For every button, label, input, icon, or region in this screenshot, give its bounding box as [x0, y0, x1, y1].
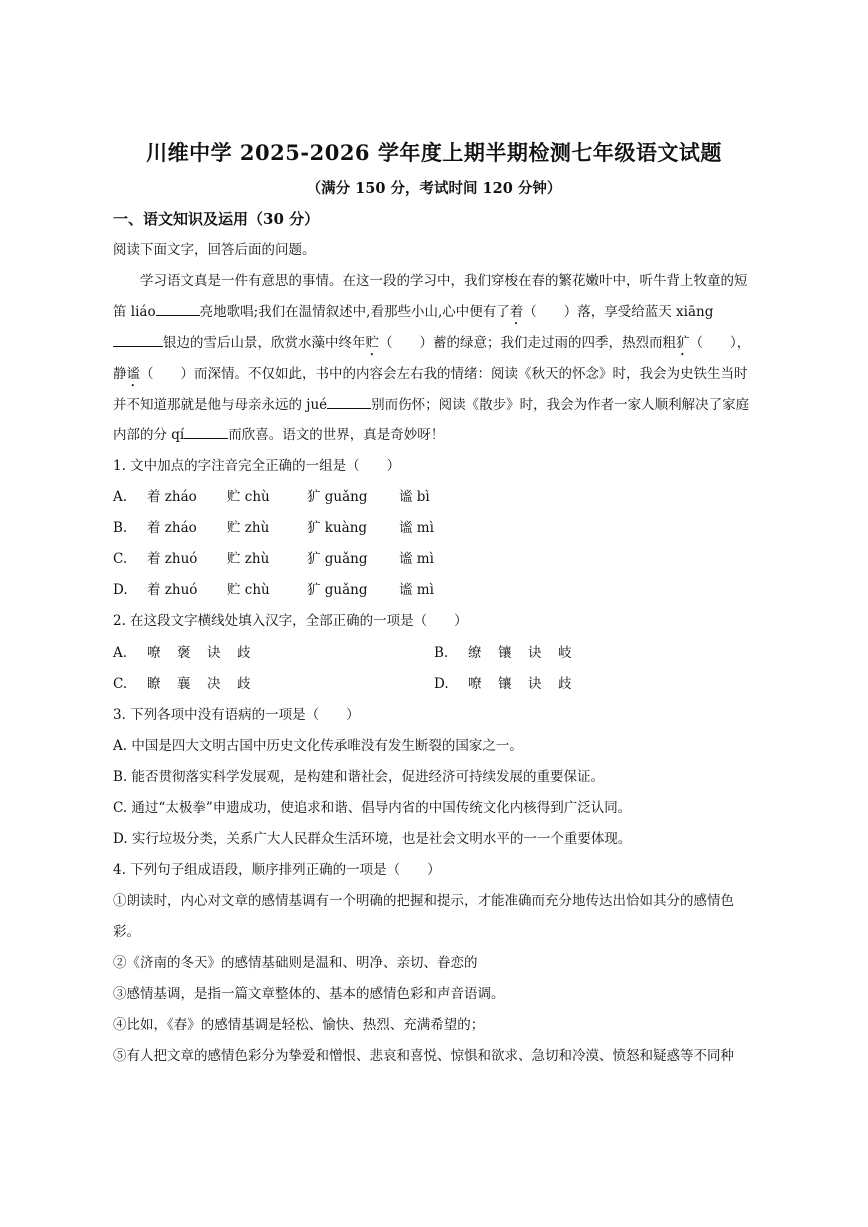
- option-label: B.: [434, 645, 449, 661]
- q4-sentence-3: ③感情基调，是指一篇文章整体的、基本的感情色彩和声音语调。: [113, 986, 505, 1002]
- q2-option-d[interactable]: [434, 675, 588, 693]
- q4-sentence-5: ⑤有人把文章的感情色彩分为挚爱和憎恨、悲哀和喜悦、惊惧和欲求、急切和冷漠、愤怒和疑惑等不同种: [113, 1048, 734, 1064]
- passage-text: 银边的雪后山景，欣赏水藻中终年: [163, 334, 366, 351]
- passage-text: 学习语文真是一件有意思的事情。在这一段的学习中，我们穿梭在春的繁花嫩叶中，听牛背上牧童的短笛 liáo: [113, 273, 748, 320]
- q2-stem: 2. 在这段文字横线处填入汉字，全部正确的一项是（ ）: [113, 613, 468, 629]
- option-char: 歧: [558, 676, 572, 692]
- q1-stem: 1. 文中加点的字注音完全正确的一组是（ ）: [113, 458, 401, 474]
- option-part: 着 zhuó: [147, 551, 198, 567]
- q3-option-a[interactable]: A. 中国是四大文明古国中历史文化传承唯没有发生断裂的国家之一。: [113, 738, 523, 754]
- passage-text: （ ）蓄的绿意；我们走过雨的四季，热烈而粗: [379, 334, 676, 351]
- dotted-char: 谧: [126, 365, 140, 382]
- blank-line: [113, 334, 163, 347]
- option-part: 着 zháo: [147, 489, 197, 505]
- option-char: 瞭: [147, 676, 161, 692]
- option-char: 岐: [558, 645, 572, 661]
- option-part: 犷 guǎng: [307, 489, 368, 505]
- dotted-char: 贮: [365, 334, 379, 351]
- option-part: 谧 mì: [399, 551, 434, 567]
- option-char: 歧: [237, 676, 251, 692]
- exam-title: 川维中学 2025-2026 学年度上期半期检测七年级语文试题: [146, 140, 722, 165]
- blank-line: [184, 426, 228, 439]
- dotted-char: 着: [509, 303, 524, 320]
- option-char: 襄: [177, 676, 191, 692]
- option-label: B.: [113, 520, 128, 536]
- q3-stem: 3. 下列各项中没有语病的一项是（ ）: [113, 707, 360, 723]
- option-label: C.: [113, 551, 128, 567]
- q1-option-b[interactable]: [113, 519, 434, 537]
- option-label: C.: [113, 676, 128, 692]
- option-char: 诀: [207, 645, 221, 661]
- exam-subtitle: （满分 150 分，考试时间 120 分钟）: [306, 180, 562, 197]
- passage-text: 别而伤怀；阅读《散步》时，我会为作者一家人顺利解决了家庭内部的分 qí: [113, 396, 750, 444]
- q3-option-b[interactable]: B. 能否贯彻落实科学发展观，是构建和谐社会，促进经济可持续发展的重要保证。: [113, 769, 605, 785]
- option-label: A.: [113, 489, 128, 505]
- q1-option-c[interactable]: [113, 550, 434, 568]
- option-part: 贮 chù: [227, 582, 270, 598]
- option-char: 诀: [528, 645, 542, 661]
- passage-text: 亮地歌唱;我们在温情叙述中,看那些小山,心中便有了: [199, 303, 510, 320]
- blank-line: [156, 303, 200, 316]
- dotted-char: 犷: [676, 334, 690, 351]
- option-part: 贮 zhù: [227, 520, 270, 536]
- q4-sentence-2: ②《济南的冬天》的感情基础则是温和、明净、亲切、眷恋的: [113, 955, 478, 971]
- option-part: 犷 kuàng: [307, 520, 368, 536]
- option-char: 嘹: [468, 676, 482, 692]
- option-part: 谧 bì: [399, 489, 430, 505]
- option-char: 镶: [498, 645, 512, 661]
- reading-passage: [113, 266, 758, 451]
- q2-option-a[interactable]: [113, 644, 267, 662]
- option-part: 着 zhuó: [147, 582, 198, 598]
- q4-sentence-1-cont: 彩。: [113, 924, 140, 940]
- passage-text: （ ）而深情。不仅如此，书中的内容会左右我的情绪：阅读《秋天的怀念》时，我会为史铁生当时并不知道那就是他与母亲永远的 jué: [113, 365, 748, 413]
- passage-text: （ ）落，享受给蓝天 xiāng: [523, 303, 714, 320]
- option-char: 歧: [237, 645, 251, 661]
- option-char: 褒: [177, 645, 191, 661]
- q4-sentence-4: ④比如，《春》的感情基调是轻松、愉快、热烈、充满希望的；: [113, 1017, 485, 1033]
- option-part: 着 zháo: [147, 520, 197, 536]
- option-part: 谧 mì: [399, 582, 434, 598]
- option-label: D.: [434, 676, 449, 692]
- option-part: 犷 guǎng: [307, 582, 368, 598]
- blank-line: [327, 396, 371, 409]
- q2-option-b[interactable]: [434, 644, 588, 662]
- option-part: 贮 zhù: [227, 551, 270, 567]
- section-heading: 一、语文知识及运用（30 分）: [113, 210, 320, 228]
- option-part: 贮 chù: [227, 489, 270, 505]
- q2-option-c[interactable]: [113, 675, 267, 693]
- option-char: 嘹: [147, 645, 161, 661]
- option-label: A.: [113, 645, 128, 661]
- reading-instruction: 阅读下面文字，回答后面的问题。: [113, 242, 316, 258]
- option-part: 犷 guǎng: [307, 551, 368, 567]
- option-label: D.: [113, 582, 128, 598]
- option-char: 诀: [528, 676, 542, 692]
- passage-text: （ ），静: [113, 334, 751, 382]
- q1-option-d[interactable]: [113, 581, 434, 599]
- q3-option-c[interactable]: C. 通过“太极拳”申遗成功，使追求和谐、倡导内省的中国传统文化内核得到广泛认同。: [113, 800, 632, 816]
- q4-sentence-1: ①朗读时，内心对文章的感情基调有一个明确的把握和提示，才能准确而充分地传达出恰如其分的感情色: [113, 893, 734, 909]
- option-char: 决: [207, 676, 221, 692]
- q4-stem: 4. 下列句子组成语段，顺序排列正确的一项是（ ）: [113, 862, 441, 878]
- option-char: 缭: [468, 645, 482, 661]
- q1-option-a[interactable]: [113, 488, 430, 506]
- passage-text: 而欣喜。语文的世界，真是奇妙呀！: [228, 427, 445, 444]
- option-part: 谧 mì: [399, 520, 434, 536]
- q3-option-d[interactable]: D. 实行垃圾分类，关系广大人民群众生活环境，也是社会文明水平的一一个重要体现。: [113, 831, 632, 847]
- option-char: 镶: [498, 676, 512, 692]
